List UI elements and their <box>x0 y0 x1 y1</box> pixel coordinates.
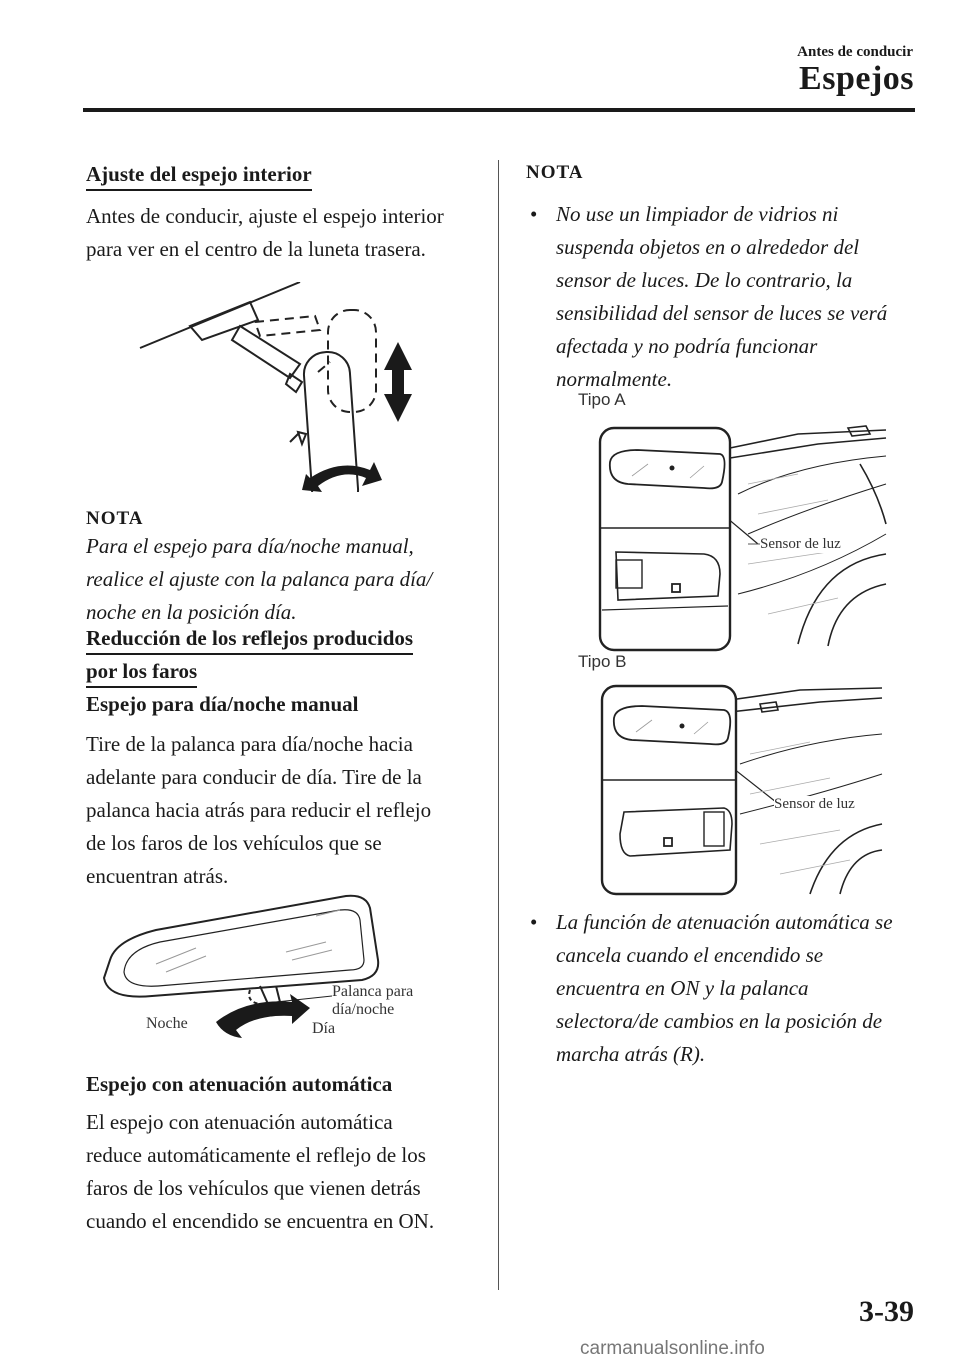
dia-label: Día <box>312 1020 336 1037</box>
nota-line: realice el ajuste con la palanca para día/ <box>86 567 433 591</box>
bullet-line: encuentra en ON y la palanca <box>556 976 809 1000</box>
nota-text-left <box>86 530 432 629</box>
paragraph-manual <box>86 728 431 893</box>
page-number: 3-39 <box>859 1295 914 1328</box>
paragraph-ajuste <box>86 200 444 266</box>
sensor-tipo-b-label: Sensor de luz <box>774 796 855 812</box>
subheading-manual: Espejo para día/noche manual <box>86 692 359 716</box>
lever-label-line: día/noche <box>332 1001 395 1018</box>
page-title: Espejos <box>799 60 914 97</box>
nota-label-left: NOTA <box>86 508 144 529</box>
paragraph-line: faros de los vehículos que vienen detrás <box>86 1176 421 1200</box>
section-title: Antes de conducir <box>797 44 913 60</box>
bullet-line: afectada y no podría funcionar <box>556 334 818 358</box>
paragraph-line: El espejo con atenuación automática <box>86 1110 393 1134</box>
nota-line: noche en la posición día. <box>86 600 297 624</box>
bullet-line: sensibilidad del sensor de luces se verá <box>556 301 888 325</box>
paragraph-line: adelante para conducir de día. Tire de la <box>86 765 422 789</box>
paragraph-line: de los faros de los vehículos que se <box>86 831 382 855</box>
bullet-line: La función de atenuación automática se <box>556 910 893 934</box>
heading-ajuste-text: Ajuste del espejo interior <box>86 162 312 191</box>
bullet-line: normalmente. <box>556 367 673 391</box>
bullet-line: cancela cuando el encendido se <box>556 943 824 967</box>
bullet-glyph: • <box>530 910 538 934</box>
heading-reduccion <box>86 626 413 688</box>
lever-label-line: Palanca para <box>332 983 414 1000</box>
heading-reduccion-line2: por los faros <box>86 659 197 688</box>
paragraph-line: encuentran atrás. <box>86 864 229 888</box>
paragraph-line: cuando el encendido se encuentra en ON. <box>86 1209 435 1233</box>
paragraph-line: para ver en el centro de la luneta trasera. <box>86 237 426 261</box>
bullet-line: suspenda objetos en o alrededor del <box>556 235 860 259</box>
nota-bullet-1 <box>526 198 906 396</box>
heading-reduccion-line1: Reducción de los reflejos producidos <box>86 626 413 655</box>
paragraph-auto <box>86 1106 434 1238</box>
watermark: carmanualsonline.info <box>580 1338 765 1359</box>
noche-label: Noche <box>146 1015 188 1032</box>
bullet-line: selectora/de cambios en la posición de <box>556 1009 883 1033</box>
nota-bullet-2 <box>526 906 916 1071</box>
paragraph-line: Antes de conducir, ajuste el espejo interior <box>86 204 444 228</box>
paragraph-line: reduce automáticamente el reflejo de los <box>86 1143 426 1167</box>
bullet-glyph: • <box>530 202 538 226</box>
sensor-tipo-b-figure <box>600 684 884 896</box>
bullet-line: marcha atrás (R). <box>556 1042 706 1066</box>
nota-label-right: NOTA <box>526 162 584 183</box>
paragraph-line: Tire de la palanca para día/noche hacia <box>86 732 413 756</box>
tipo-b-label: Tipo B <box>578 652 627 671</box>
bullet-line: sensor de luces. De lo contrario, la <box>556 268 853 292</box>
column-divider <box>498 160 499 1290</box>
nota-line: Para el espejo para día/noche manual, <box>86 534 414 558</box>
tipo-a-label: Tipo A <box>578 390 626 409</box>
sensor-tipo-a-figure <box>598 424 888 652</box>
paragraph-line: palanca hacia atrás para reducir el reflejo <box>86 798 432 822</box>
lever-label <box>332 983 413 1019</box>
sensor-tipo-a-label: Sensor de luz <box>760 536 841 552</box>
subheading-auto: Espejo con atenuación automática <box>86 1072 393 1096</box>
day-night-lever-figure <box>96 890 396 1050</box>
heading-ajuste <box>86 162 312 191</box>
bullet-line: No use un limpiador de vidrios ni <box>556 202 839 226</box>
header-rule <box>83 108 915 112</box>
mirror-adjust-figure <box>130 282 420 492</box>
